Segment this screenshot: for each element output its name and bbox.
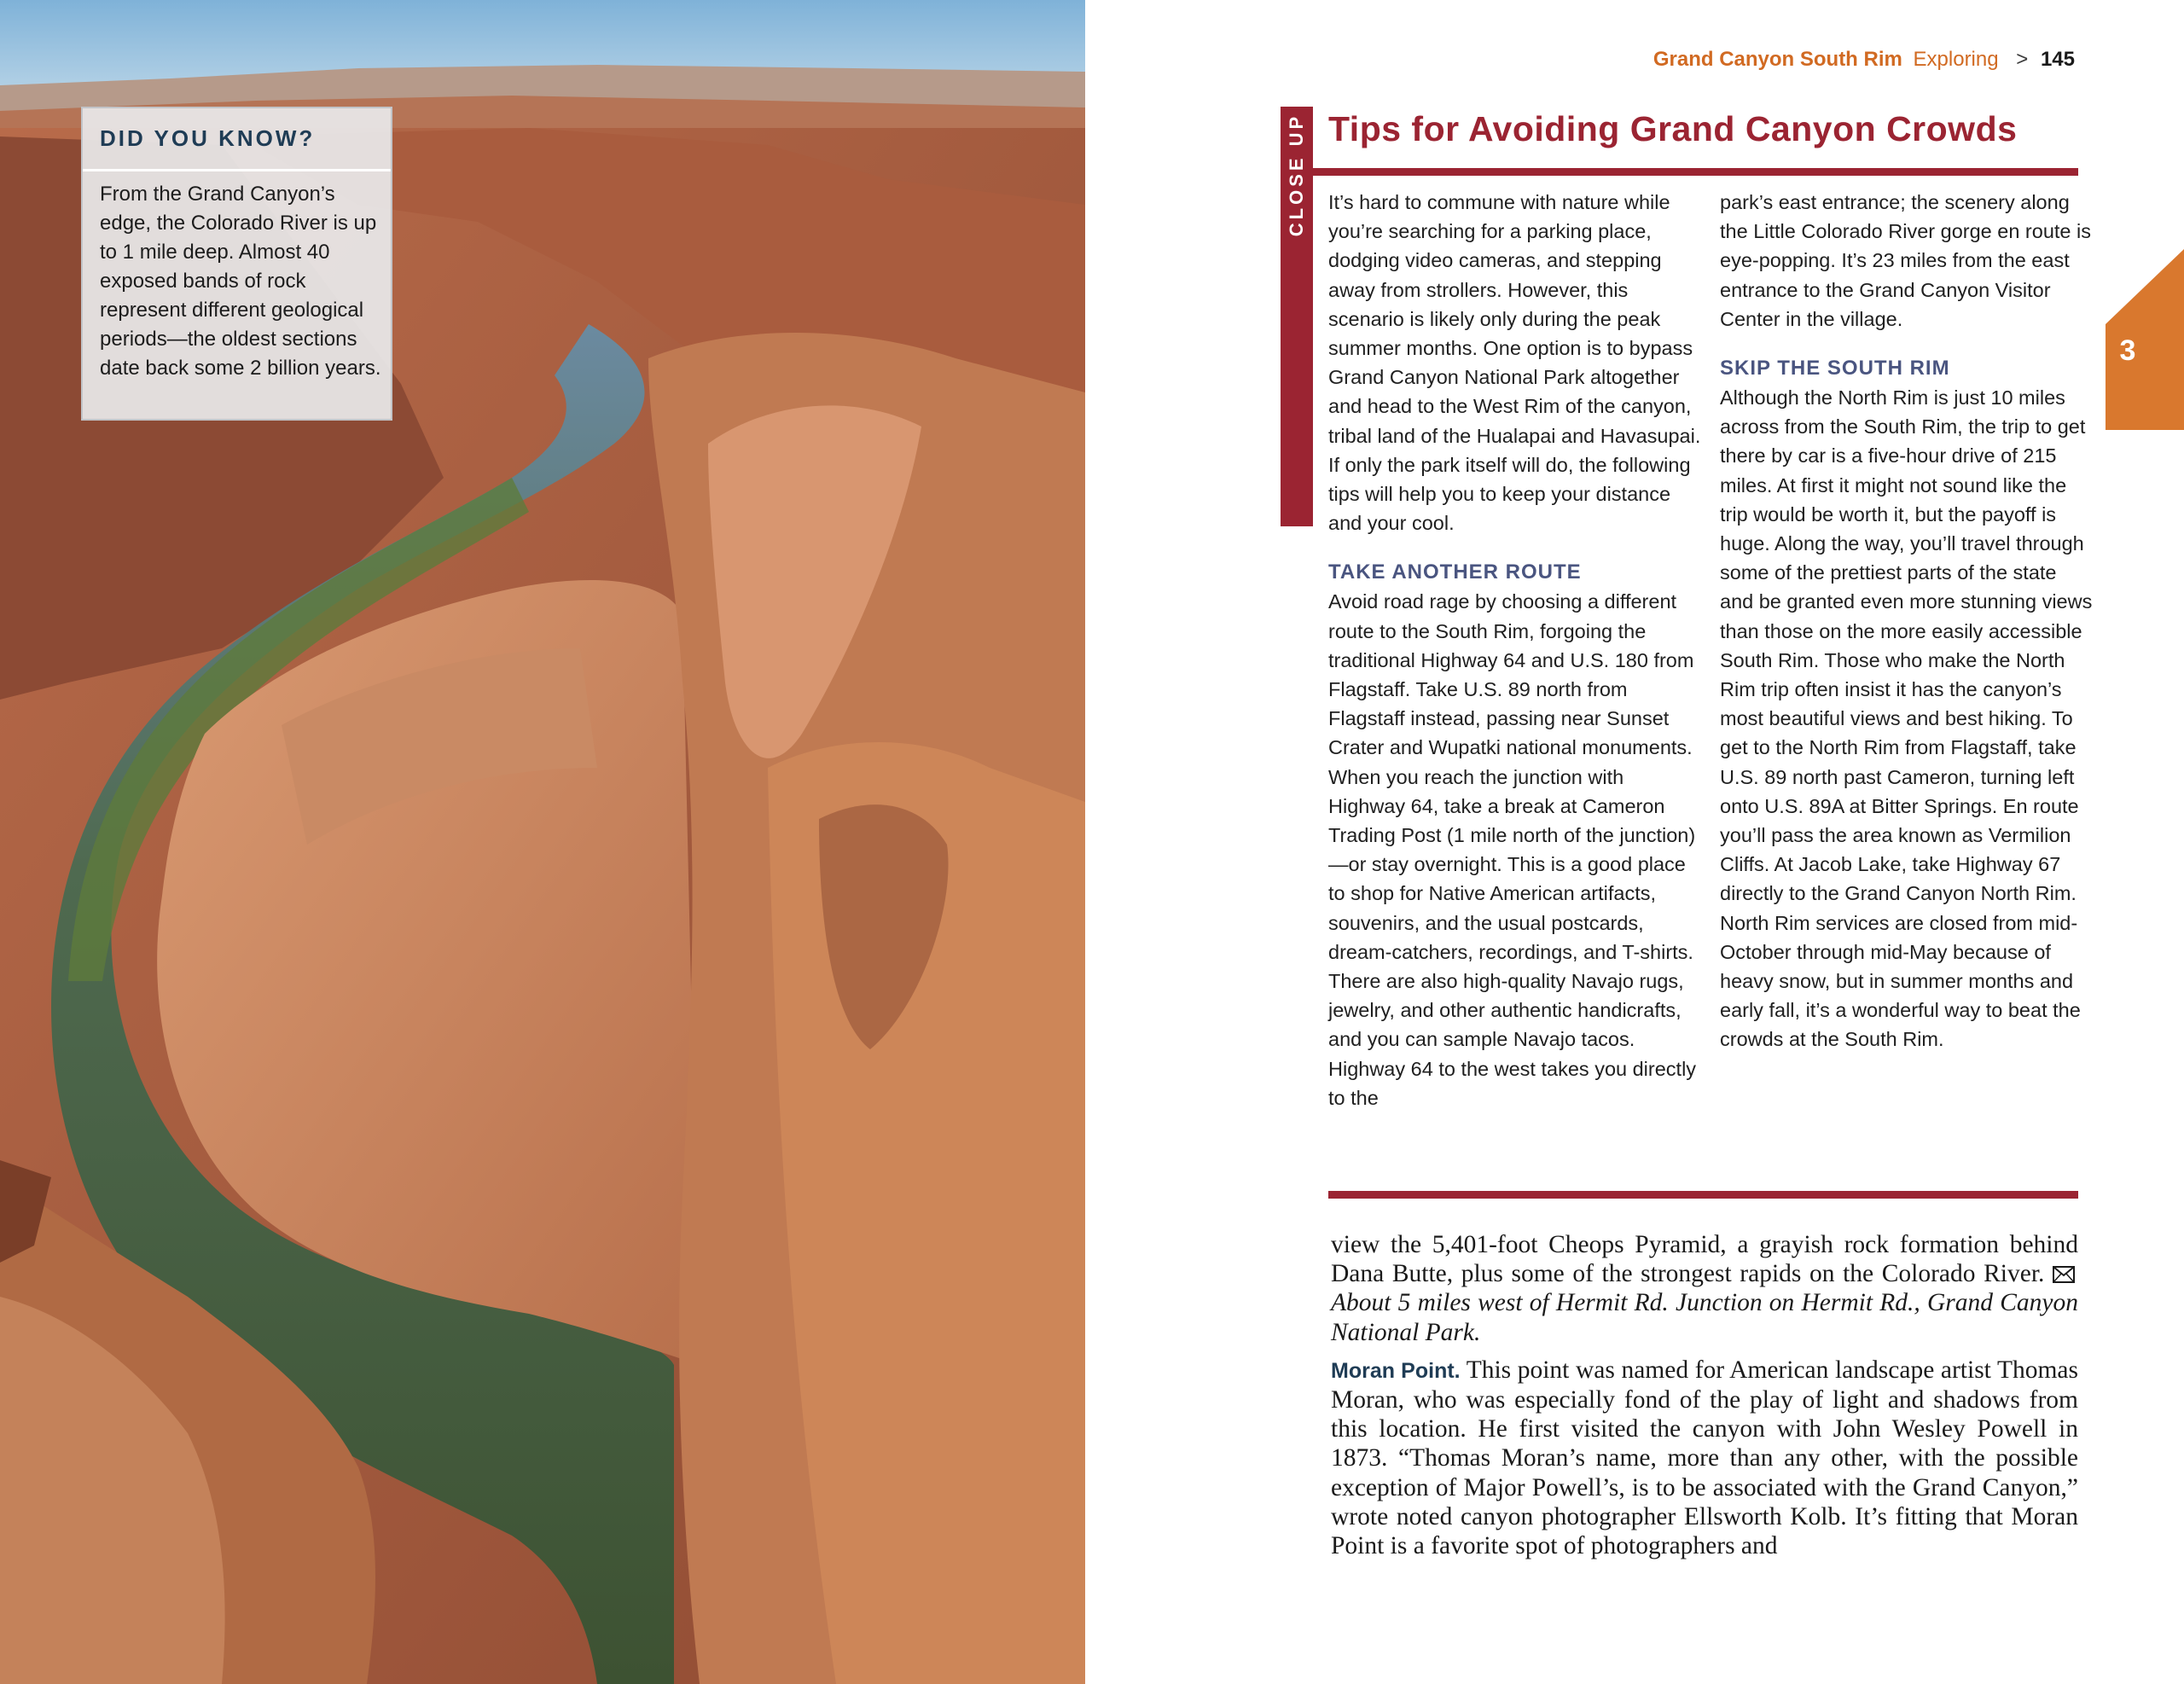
closeup-label-text: CLOSE UP: [1286, 113, 1307, 237]
running-head-subsection: Exploring: [1913, 48, 1999, 71]
page-number: 145: [2040, 48, 2075, 71]
running-head: [1653, 48, 2075, 72]
closeup-heading-north-rim: SKIP THE SOUTH RIM: [1720, 357, 1950, 380]
address-text: About 5 miles west of Hermit Rd. Junction on Hermit Rd., Grand Canyon National Park.: [1331, 1289, 2078, 1346]
closeup-column-right: [1720, 188, 2094, 1054]
moran-point-entry: [1331, 1356, 2078, 1560]
continued-paragraph: [1331, 1230, 2078, 1347]
closeup-para-route: Avoid road rage by choosing a different route to the South Rim, forgoing the traditional Highway 64 and U.S. 180 from Flagstaff. Take U.S. 89 north from Flagstaff instead, passing near Sunset Crater and Wupatki national monuments. When you reach the junction with Highway 64, take a break at Cameron Trading Post (1 mile north of the junction)—or stay overnight. This is a good place to shop for Native American artifacts, souvenirs, and the usual postcards, dream-catchers, recordings, and T-shirts. There are also high-quality Navajo rugs, jewelry, and other authentic handicrafts, and you can sample Navajo tacos. Highway 64 to the west takes you directly to the: [1328, 590, 1697, 1109]
entry-text: This point was named for American landscape artist Thomas Moran, who was especially fond of the play of light and shadows from this location. He first visited the canyon with John Wesley Powell in 1873. “Thomas Moran’s name, more than any other, with the possible exception of Major Powell’s, is to be associated with the Grand Canyon,” wrote noted canyon photographer Ellsworth Kolb. It’s fitting that Moran Point is a favorite spot of photographers and: [1331, 1356, 2078, 1560]
running-head-separator: >: [2016, 48, 2029, 71]
closeup-heading-route: TAKE ANOTHER ROUTE: [1328, 560, 1582, 584]
closeup-label: [1280, 107, 1314, 243]
entry-heading: Moran Point.: [1331, 1358, 1461, 1383]
sidebar-divider: [83, 169, 391, 171]
closeup-para-north-rim: Although the North Rim is just 10 miles across from the South Rim, the trip to get there by car is a five-hour drive of 215 miles. At first it might not sound like the trip would be worth it, but the payoff is huge. Along the way, you’ll travel through some of the prettiest parts of the state and be granted even more stunning views than those on the more easily accessible South Rim. Those who make the North Rim trip often insist it has the canyon’s most beautiful views and best hiking. To get to the North Rim from Flagstaff, take U.S. 89 north past Cameron, turning left onto U.S. 89A at Bitter Springs. En route you’ll pass the area known as Vermilion Cliffs. At Jacob Lake, take Highway 67 directly to the Grand Canyon North Rim. North Rim services are closed from mid-October through mid-May because of heavy snow, but in summer months and early fall, it’s a wonderful way to beat the crowds at the South Rim.: [1720, 386, 2093, 1051]
closeup-intro: It’s hard to commune with nature while you’re searching for a parking place, dodging video cameras, and stepping away from strollers. However, this scenario is likely only during the peak summer months. One option is to bypass Grand Canyon National Park altogether and head to the West Rim of the canyon, tribal land of the Hualapai and Havasupai. If only the park itself will do, the following tips will help you to keep your distance and your cool.: [1328, 191, 1701, 535]
continued-paragraph-text: view the 5,401-foot Cheops Pyramid, a grayish rock formation behind Dana Butte, plus some of the strongest rapids on the Colorado River.: [1331, 1231, 2078, 1288]
chapter-number: 3: [2119, 334, 2136, 367]
mail-icon: [2053, 1266, 2075, 1283]
sidebar-title: DID YOU KNOW?: [100, 125, 316, 151]
closeup-column-left: [1328, 188, 1702, 1112]
did-you-know-sidebar: [81, 107, 392, 421]
closeup-para-route-cont: park’s east entrance; the scenery along the Little Colorado River gorge en route is eye-popping. It’s 23 miles from the east entrance to the Grand Canyon Visitor Center in the village.: [1720, 191, 2091, 330]
closeup-bottom-rule: [1328, 1191, 2078, 1199]
closeup-title: Tips for Avoiding Grand Canyon Crowds: [1328, 109, 2018, 148]
sidebar-text: From the Grand Canyon’s edge, the Colorado River is up to 1 mile deep. Almost 40 exposed bands of rock represent different geological periods—the oldest sections date back some 2 billion years.: [100, 183, 381, 380]
main-body-text: [1331, 1230, 2078, 1560]
closeup-title-rule: [1313, 168, 2078, 176]
running-head-section: Grand Canyon South Rim: [1653, 48, 1902, 71]
